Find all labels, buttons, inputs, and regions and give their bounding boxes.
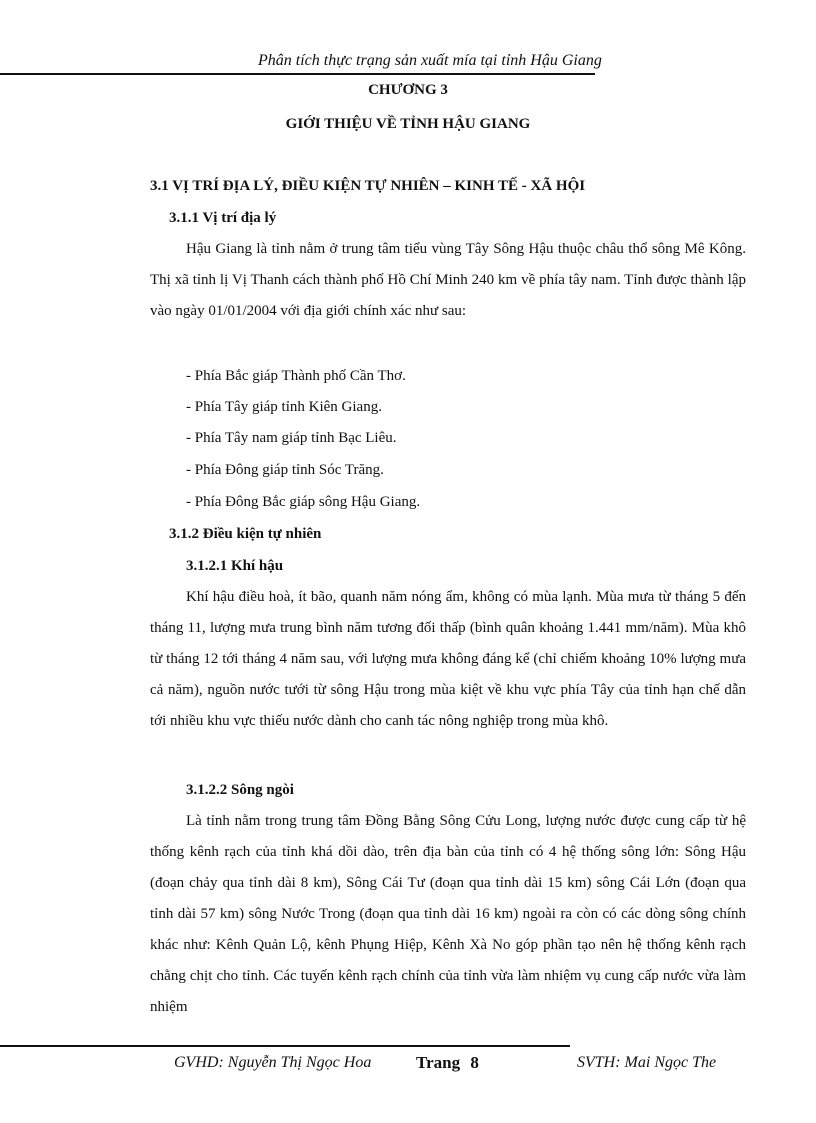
- footer-page: [416, 1053, 479, 1073]
- paragraph-location: Hậu Giang là tỉnh nằm ở trung tâm tiểu vùng Tây Sông Hậu thuộc châu thổ sông Mê Kông. Thị xã tỉnh lị Vị Thanh cách thành phố Hồ Chí Minh 240 km về phía tây nam. Tỉnh được thành lập vào ngày 01/01/2004 với địa giới chính xác như sau:: [150, 241, 746, 319]
- footer-advisor: GVHD: Nguyễn Thị Ngọc Hoa: [174, 1054, 372, 1071]
- paragraph-rivers: Là tỉnh nằm trong trung tâm Đồng Bằng Sông Cửu Long, lượng nước được cung cấp từ hệ thống kênh rạch của tỉnh khá dồi dào, trên địa bàn của tỉnh có 4 hệ thống sông lớn: Sông Hậu (đoạn chảy qua tỉnh dài 8 km), Sông Cái Tư (đoạn qua tỉnh dài 15 km) sông Cái Lớn (đoạn qua tỉnh dài 57 km) sông Nước Trong (đoạn qua tỉnh dài 16 km) ngoài ra còn có các dòng sông chính khác như: Kênh Quản Lộ, kênh Phụng Hiệp, Kênh Xà No góp phần tạo nên hệ thống kênh rạch chằng chịt cho tỉnh. Các tuyến kênh rạch chính của tỉnh vừa làm nhiệm vụ cung cấp nước vừa làm nhiệm: [150, 813, 746, 1015]
- page-label: Trang: [416, 1053, 461, 1072]
- list-item: - Phía Đông Bắc giáp sông Hậu Giang.: [186, 494, 421, 510]
- running-title: Phân tích thực trạng sản xuất mía tại tỉnh Hậu Giang: [258, 52, 602, 69]
- subsection-heading-3-1-2-2: 3.1.2.2 Sông ngòi: [186, 782, 294, 798]
- footer-student: SVTH: Mai Ngọc The: [577, 1054, 717, 1071]
- subsection-heading-3-1-2-1: 3.1.2.1 Khí hậu: [186, 558, 284, 574]
- chapter-number: CHƯƠNG 3: [368, 82, 448, 98]
- paragraph-climate: Khí hậu điều hoà, ít bão, quanh năm nóng ẩm, không có mùa lạnh. Mùa mưa từ tháng 5 đến tháng 11, lượng mưa trung bình năm tương đối thấp (bình quân khoảng 1.441 mm/năm). Mùa khô từ tháng 12 tới tháng 4 năm sau, với lượng mưa không đáng kể (chỉ chiếm khoảng 10% lượng mưa cả năm), nguồn nước tưới từ sông Hậu trong mùa kiệt về khu vực phía Tây của tỉnh hạn chế dẫn tới nhiều khu vực thiếu nước dành cho canh tác nông nghiệp trong mùa khô.: [150, 589, 746, 729]
- list-item: - Phía Đông giáp tỉnh Sóc Trăng.: [186, 462, 384, 478]
- footer-rule: [0, 1045, 570, 1047]
- subsection-heading-3-1-2: 3.1.2 Điều kiện tự nhiên: [169, 526, 322, 542]
- subsection-heading-3-1-1: 3.1.1 Vị trí địa lý: [169, 210, 277, 226]
- header-rule: [0, 73, 595, 75]
- section-heading: 3.1 VỊ TRÍ ĐỊA LÝ, ĐIỀU KIỆN TỰ NHIÊN – KINH TẾ - XÃ HỘI: [150, 178, 586, 194]
- list-item: - Phía Tây giáp tỉnh Kiên Giang.: [186, 399, 382, 415]
- chapter-title: GIỚI THIỆU VỀ TỈNH HẬU GIANG: [285, 116, 531, 132]
- page-number: 8: [470, 1053, 479, 1072]
- list-item: - Phía Bắc giáp Thành phố Cần Thơ.: [186, 368, 406, 384]
- list-item: - Phía Tây nam giáp tỉnh Bạc Liêu.: [186, 430, 397, 446]
